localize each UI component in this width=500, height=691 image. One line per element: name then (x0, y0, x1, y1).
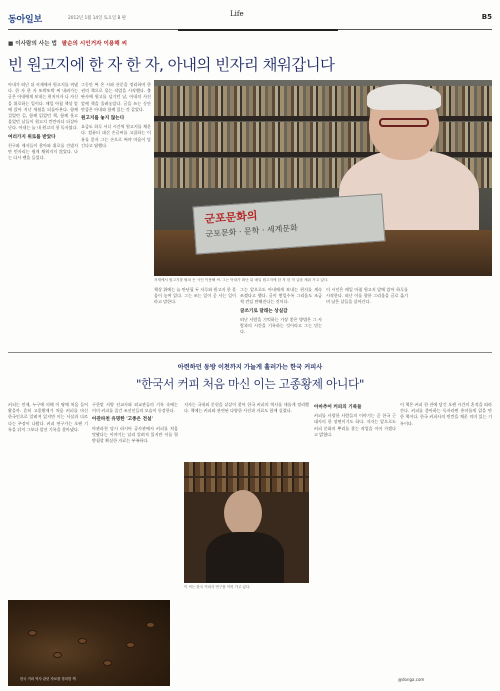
story2-column-5 (400, 402, 492, 672)
glasses (379, 118, 429, 127)
bookshelf-row (154, 86, 492, 116)
story2-subhead-1: 아관파천 유명한 '고종은 전설' (92, 417, 153, 423)
story1-column-3 (154, 287, 236, 345)
book-title: 군포문화의 (204, 209, 258, 226)
story-divider (8, 352, 492, 353)
story1-subhead-1: 여러가지 위로를 받았다 (8, 134, 56, 140)
researcher-photo (184, 462, 309, 583)
bookshelf-row (154, 122, 492, 152)
story1-column-4 (240, 287, 322, 345)
reporter-email[interactable]: @donga.com (398, 677, 425, 682)
story2-headline: "한국서 커피 처음 마신 이는 고종황제 아니다" (135, 377, 365, 391)
book-subtitle: 군포문화 · 문학 · 세계문화 (205, 223, 299, 239)
section-title: Life (230, 10, 244, 18)
story1-col4b-text: 떠난 사람을 기억하는 가장 좋은 방법은 그 사람과의 시간을 기록하는 것이라고 그는 믿는다. (240, 316, 322, 335)
author-photo (154, 80, 492, 276)
story1-subhead-2: 원고지를 놓지 않는다 (81, 116, 125, 122)
story2-col2b-text: 아관파천 당시 러시아 공사관에서 커피를 처음 맛봤다는 이야기는 널리 알려져 있지만 이를 뒷받침할 확실한 자료는 부족하다. (92, 425, 178, 444)
story2-col3-text: 저자는 국내외 문헌을 샅샅이 찾아 한국 커피의 역사를 새롭게 정리했다. 책에는 커피와 관련된 다양한 사진과 자료도 함께 실렸다. (184, 402, 309, 414)
story2-column-3 (184, 402, 309, 458)
photo-caption: 서재에서 원고지를 펼쳐 든 시인 이용해 씨. 그는 아내가 떠난 뒤 매일 원고지에 한 자 한 자 글을 채워 가고 있다. (154, 278, 329, 282)
person-hair (367, 84, 441, 110)
story1-column-1 (8, 82, 78, 344)
story1-column-5 (326, 287, 408, 345)
section-underline (178, 29, 338, 31)
shelf-board (154, 116, 492, 121)
story1-col1-text: 아내가 떠난 뒤 서재에서 원고지를 꺼냈다. 한 자 한 자 또박또박 써 내려가는 글은 아내에게 보내는 편지이자 나 자신을 위로하는 일이다. 매일 아침 책상 앞에 앉아 지난 세월을 되돌아본다. 함께 걸었던 길, 함께 읽었던 책, 함께 웃고 울었던 날들이 원고지 칸칸마다 되살아난다. 아내는 늘 내 원고의 첫 독자였다. (8, 82, 78, 131)
story1-col5-text: 이 시인은 매일 아침 원고지 앞에 앉아 하루를 시작한다. 떠난 이를 향한 그리움을 글로 옮기며 남은 날들을 살아간다. (326, 287, 408, 305)
story1-kicker (8, 39, 127, 47)
story2-col4-text: 커피를 사랑한 사람들의 이야기는 곧 한국 근대사의 한 장면이기도 하다. 저자는 앞으로도 커피 문화의 뿌리를 찾는 작업을 이어 가겠다고 밝혔다. (314, 413, 396, 437)
researcher-face (224, 490, 262, 536)
subject-label: 팔순의 시인거자 이용해 씨 (61, 41, 128, 47)
beans-caption: 한국 커피 역사 관련 자료를 정리한 책 (20, 677, 76, 681)
coffee-bean (126, 642, 135, 648)
story1-subhead-3: 글쓰기로 달래는 상실감 (240, 308, 288, 314)
newspaper-logo: 동아일보 (8, 15, 42, 25)
story2-column-2 (92, 402, 178, 597)
series-label: ■ 이사람의 사는 법 (8, 41, 57, 47)
story2-col5-text: 이 책은 커피 한 잔에 담긴 오랜 시간의 흔적을 따라간다. 커피를 좋아하는 독자라면 흥미롭게 읽을 만한 책이다. 한국 커피사의 빈칸을 채운 의미 있는 기록이다. (400, 402, 492, 426)
story2-col1-text: 커피는 언제, 누구에 의해 이 땅에 처음 들어왔을까. 흔히 고종황제가 처음 커피를 마신 한국인으로 알려져 있지만 이는 사실과 다르다는 주장이 나왔다. 커피 연구가는 오랜 기록을 뒤져 그보다 앞선 기록을 찾아냈다. (8, 402, 88, 432)
story1-col2-text: 그동안 써 온 시와 산문을 정리하며 한 권의 책으로 묶는 작업을 시작했다. 출판사에 원고를 넘기던 날, 아내의 사진 앞에 책을 올려놓았다. 글을 쓰는 동안만큼은 아내와 함께 있는 것 같았다. (81, 82, 151, 112)
story1-col1b-text: 친구와 제자들이 찾아와 위로를 건넸지만 빈자리는 쉽게 채워지지 않았다. 나는 다시 펜을 들었다. (8, 142, 78, 161)
coffee-bean (53, 652, 62, 658)
story2-column-4 (314, 402, 396, 672)
page-number: B5 (481, 13, 492, 21)
story1-col3-text: 책상 위에는 늘 만년필 두 자루와 원고지 한 묶음이 놓여 있다. 그는 쓰는 일이 곧 사는 일이라고 말한다. (154, 287, 236, 305)
story1-column-2 (81, 82, 151, 344)
coffee-beans-photo (8, 600, 170, 686)
researcher-caption: 이 씨는 한국 커피사 연구를 이어 가고 있다. (184, 585, 251, 589)
story1-col2b-text: 요즘도 하루 서너 시간씩 원고지를 채운다. 컴퓨터 대신 손글씨를 고집하는 이유를 묻자 그는 손으로 써야 마음이 담긴다고 답했다. (81, 124, 151, 148)
coffee-bean (146, 622, 155, 628)
researcher-shirt (206, 532, 284, 583)
story2-kicker: 아련하던 동방 이천까지 가늘게 흘러가는 한국 커피사 (177, 364, 323, 371)
coffee-bean (103, 660, 112, 666)
story1-col4-text: 그는 앞으로도 아내에게 보내는 편지를 계속 쓰겠다고 했다. 글이 쌓일수록 그리움도 조금씩 견딜 만해진다는 것이다. (240, 287, 322, 305)
coffee-bean (78, 638, 87, 644)
coffee-bean (28, 630, 37, 636)
page-header (8, 8, 492, 30)
bookshelf-row (184, 462, 309, 476)
story1-headline: 빈 원고지에 한 자 한 자, 아내의 빈자리 채워갑니다 (8, 56, 335, 74)
story2-col2-text: 구한말 서양 선교사와 외교관들의 기록 속에는 이미 커피를 즐긴 조선인들의 모습이 등장한다. (92, 402, 178, 414)
story2-column-1 (8, 402, 88, 597)
story2-subhead-2: 아마추어 커피의 기록들 (314, 405, 362, 410)
issue-date: 2012년 1월 14일 토요일 B 판 (68, 16, 126, 21)
